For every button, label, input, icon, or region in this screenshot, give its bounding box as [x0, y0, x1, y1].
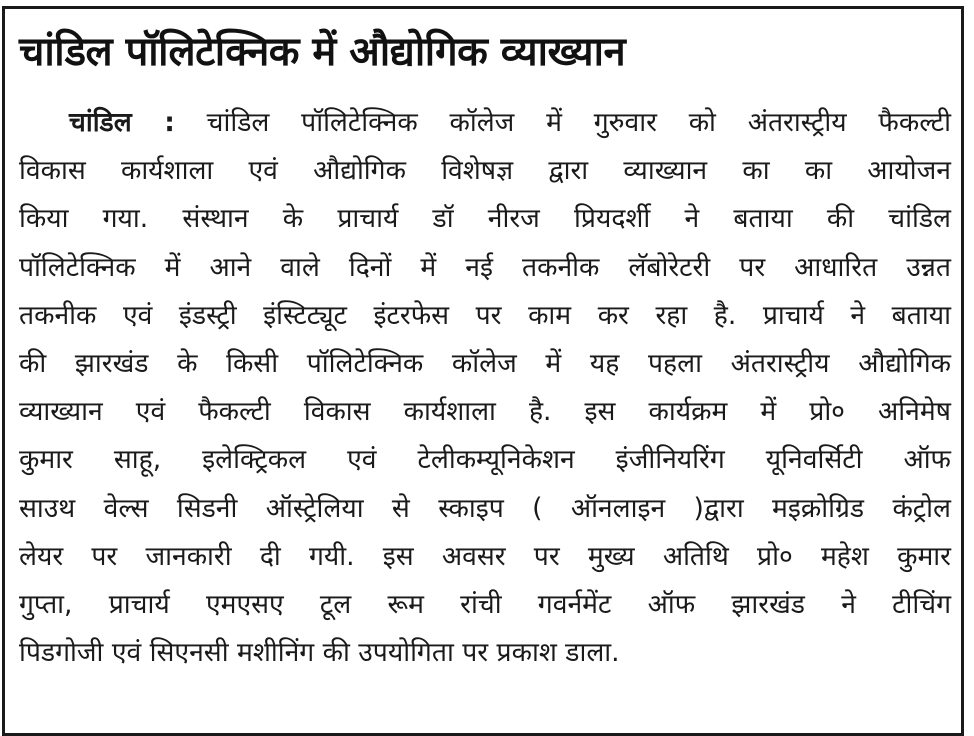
article-line: कुमार साहू, इलेक्ट्रिकल एवं टेलीकम्यूनिकेशन इंजीनियरिंग यूनिवर्सिटी ऑफ	[19, 444, 951, 476]
article-body	[19, 99, 951, 677]
article-line: पॉलिटेक्निक में आने वाले दिनों में नई तकनीक लॅबोरेटरी पर आधारित उन्नत	[19, 251, 951, 283]
article-line: तकनीक एवं इंडस्ट्री इंस्टिट्यूट इंटरफेस पर काम कर रहा है. प्राचार्य ने बताया	[19, 299, 951, 331]
article-line: व्याख्यान एवं फैकल्टी विकास कार्यशाला है. इस कार्यक्रम में प्रो० अनिमेष	[19, 396, 951, 428]
article-line: लेयर पर जानकारी दी गयी. इस अवसर पर मुख्य अतिथि प्रो० महेश कुमार	[19, 540, 951, 572]
article-line: विकास कार्यशाला एवं औद्योगिक विशेषज्ञ द्वारा व्याख्यान का का आयोजन	[19, 155, 951, 187]
article-line: की झारखंड के किसी पॉलिटेक्निक कॉलेज में यह पहला अंतरास्ट्रीय औद्योगिक	[19, 348, 951, 380]
article-line-text: चांडिल पॉलिटेक्निक कॉलेज में गुरुवार को अंतरास्ट्रीय फैकल्टी	[206, 107, 951, 138]
article-line: किया गया. संस्थान के प्राचार्य डॉ नीरज प्रियदर्शी ने बताया की चांडिल	[19, 203, 951, 235]
article-line	[19, 99, 951, 147]
article-dateline: चांडिल :	[69, 107, 175, 138]
article-line: पिडगोजी एवं सिएनसी मशीनिंग की उपयोगिता पर प्रकाश डाला.	[19, 637, 620, 669]
article-headline: चांडिल पॉलिटेक्निक में औद्योगिक व्याख्यान	[19, 29, 626, 75]
article-line: साउथ वेल्स सिडनी ऑस्ट्रेलिया से स्काइप ( ऑनलाइन )द्वारा मइक्रोग्रिड कंट्रोल	[19, 492, 951, 524]
newspaper-clipping	[2, 6, 964, 736]
article-line: गुप्ता, प्राचार्य एमएसए टूल रूम रांची गवर्नमेंट ऑफ झारखंड ने टीचिंग	[19, 589, 951, 621]
